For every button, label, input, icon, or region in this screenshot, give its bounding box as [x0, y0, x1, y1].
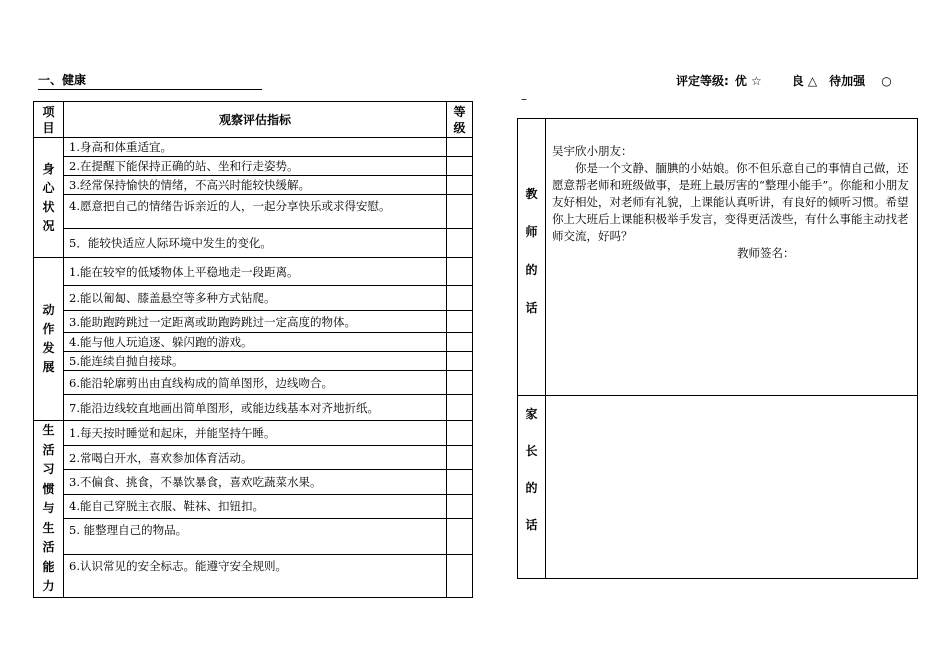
grade-cell[interactable]: [447, 494, 473, 518]
table-row: 6.认识常见的安全标志。能遵守安全规则。: [64, 555, 447, 597]
grade-cell[interactable]: [447, 371, 473, 395]
rating-excellent: 优 ☆: [734, 74, 762, 88]
grade-cell[interactable]: [447, 286, 473, 311]
table-row: 5．能较快适应人际环境中发生的变化。: [64, 229, 447, 258]
table-row: 2.能以匍匐、膝盖悬空等多种方式钻爬。: [64, 286, 447, 311]
grade-cell[interactable]: [447, 138, 473, 157]
teacher-signature: 教师签名：: [737, 246, 795, 260]
greeting: 吴宇欣小朋友：: [552, 144, 633, 158]
category-label: 动作发展: [34, 258, 64, 421]
comment-body: 你是一个文静、腼腆的小姑娘。你不但乐意自己的事情自己做，还愿意帮老师和班级做事，是班上最厉害的“整理小能手”。你能和小朋友友好相处，对老师有礼貌，上课能认真听讲，有良好的倾听习惯。希望你上大班后上课能积极举手发言，变得更活泼些，有什么事能主动找老师交流，好吗？: [552, 161, 909, 243]
category-label: 身心状况: [34, 138, 64, 258]
table-row: 1.能在较窄的低矮物体上平稳地走一段距离。: [64, 258, 447, 286]
table-row: 2.在提醒下能保持正确的站、坐和行走姿势。: [64, 157, 447, 176]
grade-cell[interactable]: [447, 333, 473, 352]
table-row: 6.能沿轮廓剪出由直线构成的简单图形，边线吻合。: [64, 371, 447, 395]
table-row: 3.经常保持愉快的情绪，不高兴时能较快缓解。: [64, 176, 447, 195]
header-indicator: 观察评估指标: [64, 102, 447, 138]
table-row: 4.能与他人玩追逐、躲闪跑的游戏。: [64, 333, 447, 352]
assessment-table: [33, 101, 473, 598]
table-row: 4.能自己穿脱主衣服、鞋袜、扣钮扣。: [64, 494, 447, 518]
grade-cell[interactable]: [447, 446, 473, 470]
grade-cell[interactable]: [447, 352, 473, 371]
section-title: 一、健康: [38, 71, 262, 90]
table-row: 3.不偏食、挑食，不暴饮暴食，喜欢吃蔬菜水果。: [64, 470, 447, 494]
table-row: 2.常喝白开水，喜欢参加体育活动。: [64, 446, 447, 470]
table-row: 7.能沿边线较直地画出简单图形，或能边线基本对齐地折纸。: [64, 395, 447, 421]
teacher-label: 教师的话: [518, 119, 546, 396]
header-grade: 等级: [447, 102, 473, 138]
grade-cell[interactable]: [447, 311, 473, 333]
grade-cell[interactable]: [447, 518, 473, 554]
grade-cell[interactable]: [447, 229, 473, 258]
table-row: 1.身高和体重适宜。: [64, 138, 447, 157]
grade-cell[interactable]: [447, 157, 473, 176]
grade-cell[interactable]: [447, 555, 473, 597]
comments-table: [517, 118, 918, 579]
rating-label: 评定等级:: [676, 74, 729, 88]
grade-cell[interactable]: [447, 470, 473, 494]
table-header-row: [34, 102, 473, 138]
grade-cell[interactable]: [447, 176, 473, 195]
grade-cell[interactable]: [447, 395, 473, 421]
table-row: 5.能连续自抛自接球。: [64, 352, 447, 371]
table-row: 1.每天按时睡觉和起床，并能坚持午睡。: [64, 421, 447, 446]
rating-good: 良 △: [791, 74, 818, 88]
grade-cell[interactable]: [447, 258, 473, 286]
grade-cell[interactable]: [447, 421, 473, 446]
grade-cell[interactable]: [447, 195, 473, 229]
parent-label: 家长的话: [518, 396, 546, 579]
table-row: 5. 能整理自己的物品。: [64, 518, 447, 554]
category-label: 生活习惯与生活能力: [34, 421, 64, 598]
teacher-comment[interactable]: [546, 119, 918, 396]
stray-mark: –: [521, 92, 527, 106]
rating-needs-improvement: 待加强: [829, 74, 866, 88]
rating-legend: [676, 72, 892, 89]
table-row: 3.能助跑跨跳过一定距离或助跑跨跳过一定高度的物体。: [64, 311, 447, 333]
table-row: 4.愿意把自己的情绪告诉亲近的人，一起分享快乐或求得安慰。: [64, 195, 447, 229]
header-item: 项目: [34, 102, 64, 138]
parent-comment-area[interactable]: [546, 396, 918, 579]
rating-circle: ○: [881, 74, 892, 88]
